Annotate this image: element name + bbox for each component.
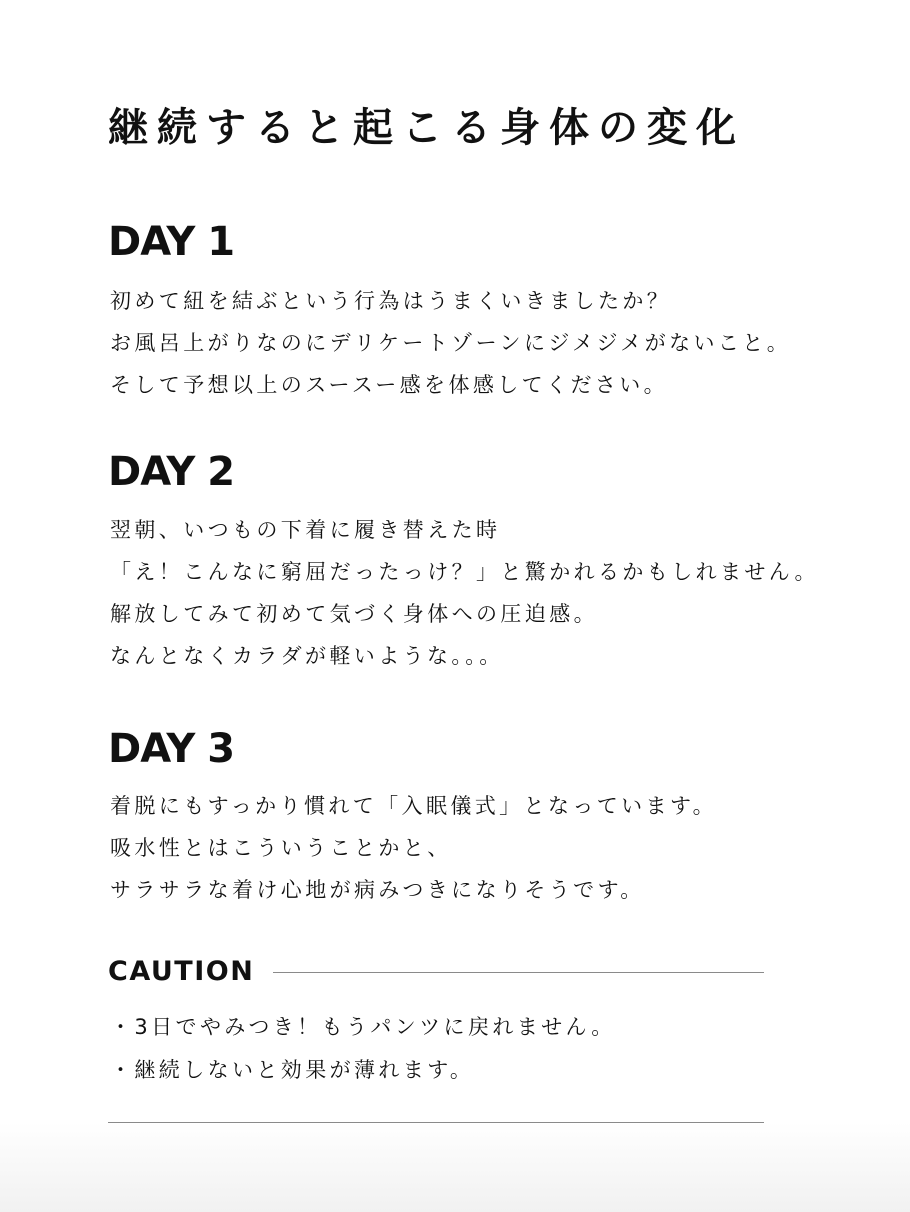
day-3-line: 着脱にもすっかり慣れて「入眠儀式」となっています。 [110, 794, 718, 818]
day-3-body [110, 785, 717, 911]
day-1-line: そして予想以上のスースー感を体感してください。 [110, 373, 669, 397]
day-2-heading: DAY 2 [108, 449, 235, 495]
day-2-line: 「え！こんなに窮屈だったっけ？」と驚かれるかもしれません。 [110, 560, 819, 584]
day-3-line: 吸水性とはこういうことかと、 [110, 836, 452, 860]
day-2-line: なんとなくカラダが軽いような。。。 [110, 644, 504, 668]
day-1-heading: DAY 1 [108, 219, 235, 265]
caution-label: CAUTION [108, 956, 255, 987]
caution-divider [273, 972, 764, 973]
day-2-line: 翌朝、いつもの下着に履き替えた時 [110, 518, 501, 542]
caution-list [110, 1006, 616, 1092]
page-title: 継続すると起こる身体の変化 [108, 105, 745, 151]
day-1-body [110, 280, 791, 406]
day-1-line: 初めて紐を結ぶという行為はうまくいきましたか？ [110, 289, 672, 313]
caution-item: ・継続しないと効果が薄れます。 [110, 1058, 475, 1082]
day-3-heading: DAY 3 [108, 726, 235, 772]
bottom-fade [0, 1122, 910, 1212]
day-2-body [110, 509, 819, 677]
day-2-line: 解放してみて初めて気づく身体への圧迫感。 [110, 602, 598, 626]
day-1-line: お風呂上がりなのにデリケートゾーンにジメジメがないこと。 [110, 331, 792, 355]
day-3-line: サラサラな着け心地が病みつきになりそうです。 [110, 878, 645, 902]
caution-item: ・3日でやみつき！もうパンツに戻れません。 [110, 1015, 616, 1039]
caution-header [108, 952, 764, 992]
